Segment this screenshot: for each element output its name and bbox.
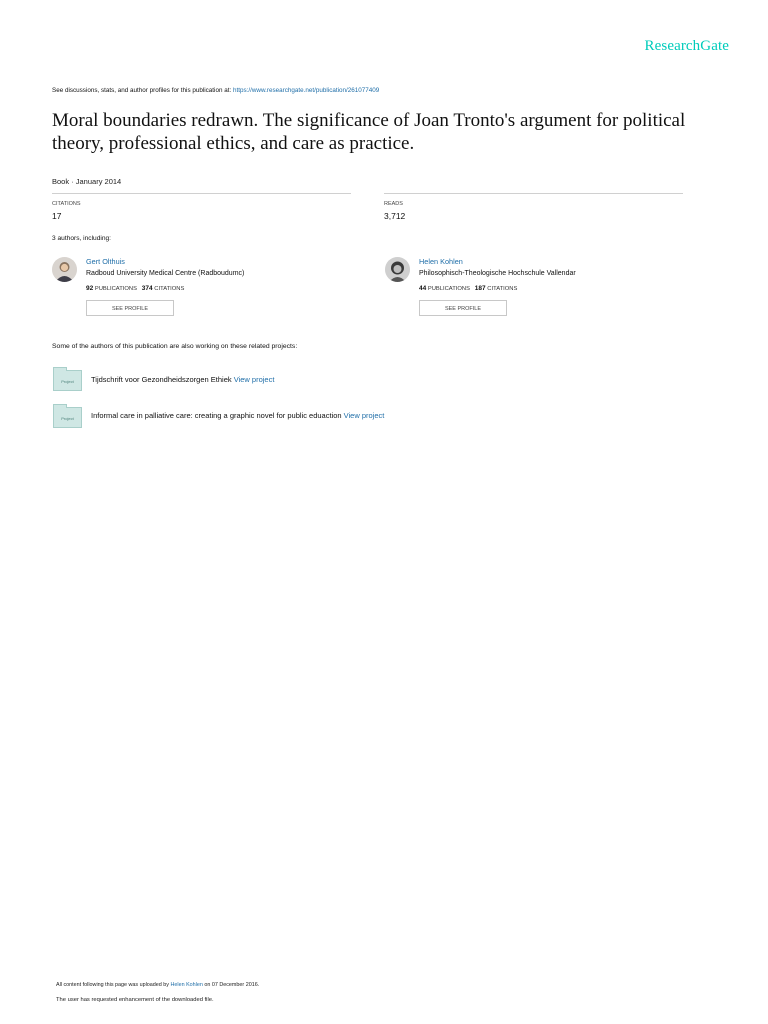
- avatar-gert-olthuis[interactable]: [52, 257, 77, 282]
- researchgate-logo[interactable]: ResearchGate: [644, 38, 729, 54]
- see-profile-button[interactable]: SEE PROFILE: [86, 300, 174, 316]
- publications-count: 44: [419, 285, 427, 292]
- project-icon-label: Project: [61, 379, 74, 384]
- publication-title: Moral boundaries redrawn. The significance of Joan Tronto's argument for political theory, professional ethics, and care as practice.: [52, 110, 686, 154]
- authors-heading: 3 authors, including:: [52, 235, 112, 242]
- see-profile-button[interactable]: SEE PROFILE: [419, 300, 507, 316]
- project-item: [91, 411, 384, 420]
- projects-heading: Some of the authors of this publication are also working on these related projects:: [52, 343, 298, 350]
- divider-right: [384, 193, 683, 194]
- citations-count: 374: [141, 285, 153, 292]
- citations-count: 187: [474, 285, 486, 292]
- project-folder-icon[interactable]: [53, 407, 82, 428]
- publication-url-link[interactable]: https://www.researchgate.net/publication/261077409: [232, 87, 380, 94]
- project-folder-icon[interactable]: [53, 370, 82, 391]
- project-title: Informal care in palliative care: creating a graphic novel for public eduaction: [91, 411, 344, 420]
- author-institution: Radboud University Medical Centre (Radboudumc): [86, 270, 245, 277]
- project-icon-label: Project: [61, 416, 74, 421]
- author-name-link[interactable]: Gert Olthuis: [86, 257, 125, 266]
- upload-suffix: on 07 December 2016.: [202, 982, 260, 988]
- author-institution: Philosophisch-Theologische Hochschule Vallendar: [419, 270, 576, 277]
- view-project-link[interactable]: View project: [343, 411, 385, 420]
- see-text: See discussions, stats, and author profiles for this publication at:: [52, 87, 233, 94]
- avatar-helen-kohlen[interactable]: [385, 257, 410, 282]
- person-photo-icon: [385, 257, 410, 282]
- publications-label: PUBLICATIONS: [94, 286, 137, 292]
- view-project-link[interactable]: View project: [233, 375, 275, 384]
- publication-meta: Book · January 2014: [52, 177, 122, 186]
- author-name-link[interactable]: Helen Kohlen: [419, 257, 463, 266]
- author-stats: [419, 285, 517, 292]
- publications-label: PUBLICATIONS: [427, 286, 470, 292]
- upload-notice: [56, 982, 259, 988]
- divider-left: [52, 193, 351, 194]
- person-photo-icon: [52, 257, 77, 282]
- reads-label: READS: [384, 201, 403, 207]
- reads-value: 3,712: [384, 211, 406, 221]
- upload-prefix: All content following this page was uploaded by: [56, 982, 171, 988]
- citations-label: CITATIONS: [154, 286, 185, 292]
- author-stats: [86, 285, 184, 292]
- enhancement-notice: The user has requested enhancement of the downloaded file.: [56, 997, 214, 1003]
- discussion-link-line: [52, 87, 379, 94]
- project-item: [91, 375, 274, 384]
- citations-value: 17: [52, 211, 62, 221]
- publications-count: 92: [86, 285, 94, 292]
- citations-label: CITATIONS: [52, 201, 81, 207]
- uploader-link[interactable]: Helen Kohlen: [170, 982, 203, 988]
- project-title: Tijdschrift voor Gezondheidszorgen Ethiek: [91, 375, 234, 384]
- citations-label: CITATIONS: [487, 286, 518, 292]
